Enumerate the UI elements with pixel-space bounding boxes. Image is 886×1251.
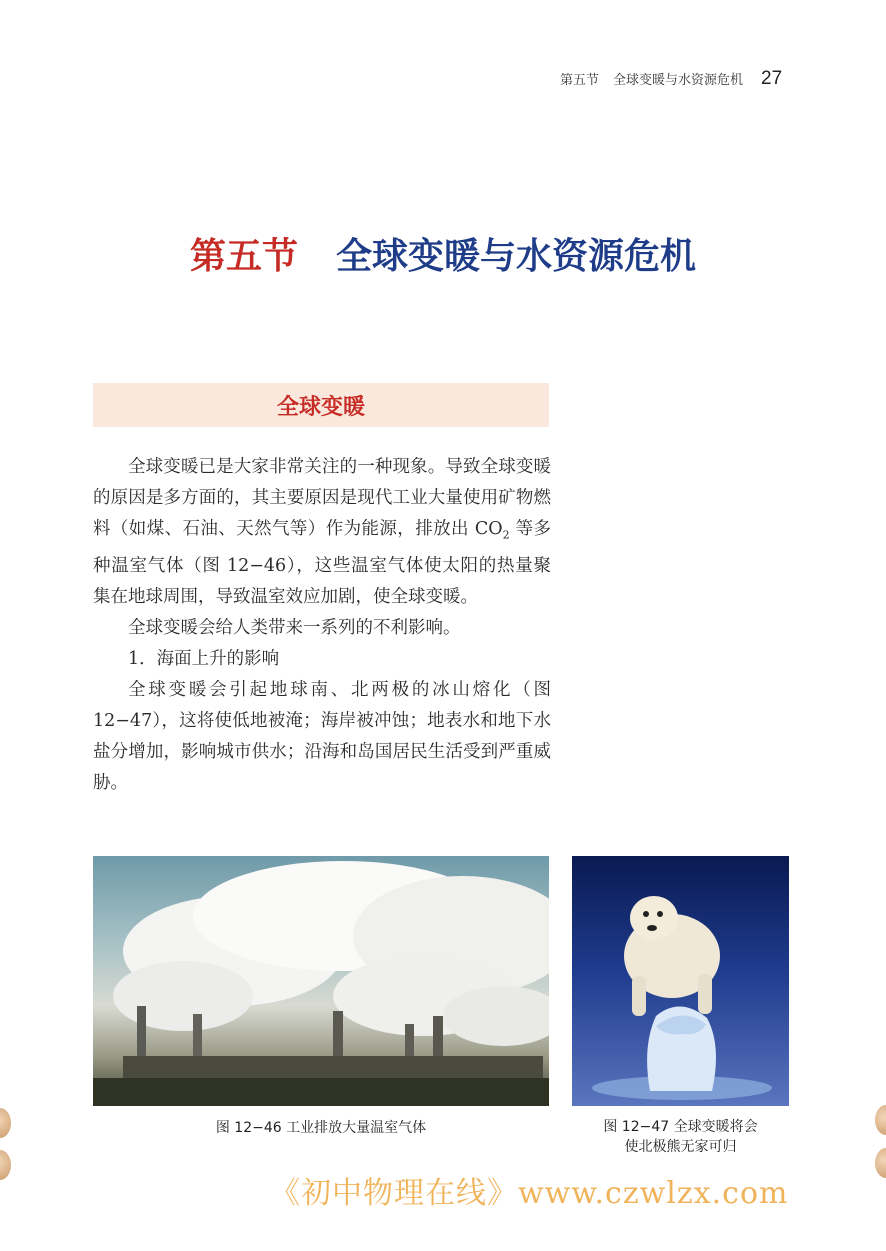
subheading-global-warming: 全球变暖 — [93, 383, 549, 427]
figure-factory-smokestacks — [93, 856, 549, 1106]
section-title: 全球变暖与水资源危机 — [336, 236, 697, 277]
running-header-title: 全球变暖与水资源危机 — [613, 73, 744, 88]
paragraph-1 — [93, 452, 551, 613]
co2-subscript: 2 — [502, 528, 510, 542]
figure-polar-bear-on-ice — [572, 856, 789, 1106]
body-text — [93, 452, 551, 799]
paragraph-1-part-b: 等多种温室气体（图 12−46），这些温室气体使太阳的热量聚集在地球周围，导致温室效应加剧，使全球变暖。 — [93, 519, 551, 607]
page-edge-decoration — [875, 1105, 886, 1135]
page-title — [0, 228, 886, 279]
paragraph-3-heading: 1．海面上升的影响 — [128, 648, 280, 669]
section-number: 第五节 — [189, 235, 298, 277]
page-edge-decoration — [875, 1148, 886, 1178]
figure-12-46-caption: 图 12−46 工业排放大量温室气体 — [215, 1120, 427, 1136]
site-watermark: 《初中物理在线》www.czwlzx.com — [270, 1176, 789, 1211]
figure-12-47-caption-line-1: 图 12−47 全球变暖将会 — [603, 1119, 758, 1135]
page-number: 27 — [761, 68, 783, 89]
paragraph-1-part-a: 全球变暖已是大家非常关注的一种现象。导致全球变暖的原因是多方面的，其主要原因是现代工业大量使用矿物燃料（如煤、石油、天然气等）作为能源，排放出 CO — [93, 457, 551, 539]
page-edge-decoration — [0, 1150, 11, 1180]
paragraph-2: 全球变暖会给人类带来一系列的不利影响。 — [128, 617, 461, 638]
running-header-section: 第五节 — [560, 73, 600, 88]
polar-bear-illustration — [572, 856, 789, 1106]
paragraph-4: 全球变暖会引起地球南、北两极的冰山熔化（图 12−47），这将使低地被淹；海岸被冲蚀；地表水和地下水盐分增加，影响城市供水；沿海和岛国居民生活受到严重威胁。 — [93, 679, 551, 793]
figure-12-47-caption — [572, 1117, 789, 1157]
page-edge-decoration — [0, 1108, 11, 1138]
running-header — [560, 68, 810, 90]
factory-illustration — [93, 856, 549, 1106]
figure-12-47-caption-line-2: 使北极熊无家可归 — [624, 1139, 737, 1155]
